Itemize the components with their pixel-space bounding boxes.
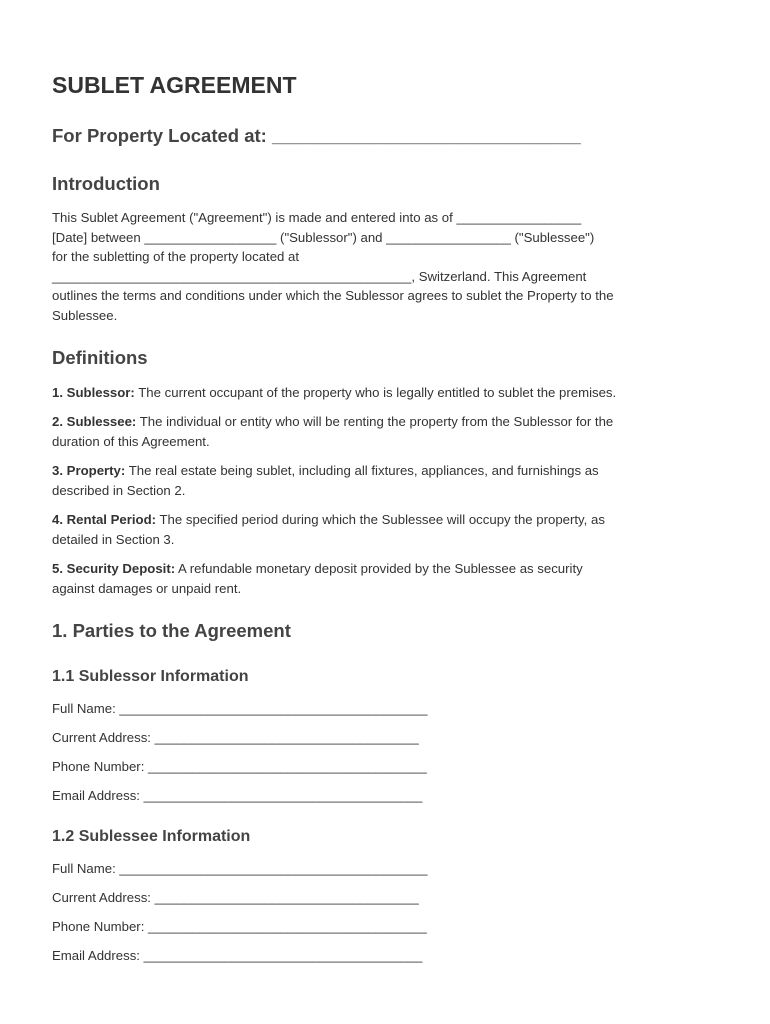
- definition-text: The real estate being sublet, including all fixtures, appliances, and furnishings as: [125, 463, 599, 478]
- sublessee-email-address-field[interactable]: Email Address: ______________________________________: [52, 948, 423, 963]
- definition-text: duration of this Agreement.: [52, 433, 210, 449]
- definition-item-rental-period: [52, 510, 722, 549]
- definition-term: 3. Property:: [52, 463, 126, 478]
- sublessor-info-heading: 1.1 Sublessor Information: [52, 668, 249, 685]
- sublessee-info-heading: 1.2 Sublessee Information: [52, 828, 251, 845]
- introduction-line: [Date] between __________________ ("Sublessor") and _________________ ("Sublessee"): [52, 229, 595, 245]
- sublessor-full-name-field[interactable]: Full Name: __________________________________________: [52, 701, 428, 716]
- definition-item-security-deposit: [52, 559, 722, 598]
- introduction-line: outlines the terms and conditions under which the Sublessor agrees to sublet the Property to the: [52, 288, 614, 303]
- property-location-heading: For Property Located at: ______________________________: [52, 125, 581, 146]
- introduction-line: Sublessee.: [52, 307, 118, 323]
- introduction-paragraph: [52, 208, 722, 325]
- definition-text: described in Section 2.: [52, 482, 186, 498]
- definition-term: 5. Security Deposit:: [52, 561, 176, 576]
- definition-text: A refundable monetary deposit provided by the Sublessee as security: [175, 561, 583, 576]
- definitions-heading: Definitions: [52, 347, 148, 368]
- definition-text: The individual or entity who will be renting the property from the Sublessor for the: [136, 414, 614, 429]
- definition-item-sublessor: [52, 383, 722, 403]
- introduction-line: _________________________________________________, Switzerland. This Agreement: [52, 268, 587, 284]
- introduction-line: for the subletting of the property located at: [52, 249, 300, 264]
- sublessor-phone-number-field[interactable]: Phone Number: ______________________________________: [52, 759, 427, 774]
- sublessee-full-name-field[interactable]: Full Name: __________________________________________: [52, 861, 428, 876]
- definition-item-sublessee: [52, 412, 722, 451]
- definition-item-property: [52, 461, 722, 500]
- sublessor-email-address-field[interactable]: Email Address: ______________________________________: [52, 788, 423, 803]
- parties-heading: 1. Parties to the Agreement: [52, 620, 291, 641]
- introduction-heading: Introduction: [52, 173, 160, 194]
- definition-text: The specified period during which the Sublessee will occupy the property, as: [156, 512, 605, 527]
- definition-term: 2. Sublessee:: [52, 414, 137, 429]
- sublessee-current-address-field[interactable]: Current Address: ____________________________________: [52, 890, 419, 905]
- sublessor-current-address-field[interactable]: Current Address: ____________________________________: [52, 730, 419, 745]
- introduction-line: This Sublet Agreement ("Agreement") is made and entered into as of _________________: [52, 210, 582, 225]
- document-title: SUBLET AGREEMENT: [52, 72, 297, 98]
- definition-text: against damages or unpaid rent.: [52, 580, 242, 596]
- definition-term: 1. Sublessor:: [52, 385, 135, 400]
- definition-text: detailed in Section 3.: [52, 531, 175, 547]
- definition-text: The current occupant of the property who is legally entitled to sublet the premises.: [134, 385, 617, 400]
- definition-term: 4. Rental Period:: [52, 512, 157, 527]
- sublessee-phone-number-field[interactable]: Phone Number: ______________________________________: [52, 919, 427, 934]
